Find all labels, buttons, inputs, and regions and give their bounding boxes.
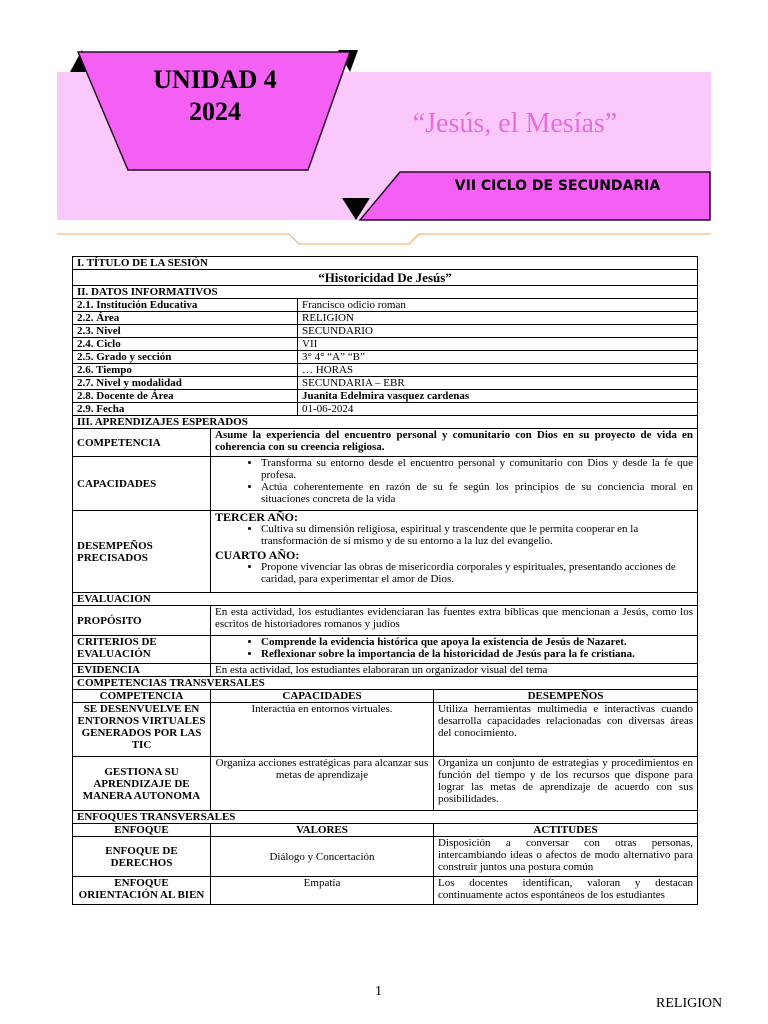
info-row: 2.4. Ciclo VII — [73, 338, 698, 351]
list-item: • Propone vivenciar las obras de misericordia corporales y espirituales, presentando acciones de caridad, para experimentar el amor de Dios. — [261, 561, 693, 585]
section-transversal-label: COMPETENCIAS TRANSVERSALES — [73, 677, 698, 690]
fourth-year-label: CUARTO AÑO: — [215, 548, 300, 562]
page-number: 1 — [375, 984, 382, 999]
info-row: 2.9. Fecha 01-06-2024 — [73, 403, 698, 416]
desempenos-label: DESEMPEÑOS PRECISADOS — [73, 511, 211, 593]
proposito-text: En esta actividad, los estudiantes evidenciaran las fuentes extra bíblicas que mencionan a Jesús, como los escritos de historiadores romanos y judíos — [211, 606, 698, 636]
info-row: 2.3. Nivel SECUNDARIO — [73, 325, 698, 338]
list-item: • Transforma su entorno desde el encuentro personal y comunitario con Dios y desde la fe que profesa. — [261, 457, 693, 481]
unit-heading — [130, 64, 300, 128]
desempenos-cell — [211, 511, 698, 593]
info-row: 2.6. Tiempo … HORAS — [73, 364, 698, 377]
header-divider — [57, 226, 711, 248]
info-row: 2.8. Docente de Área Juanita Edelmira vasquez cardenas — [73, 390, 698, 403]
competencia-label: COMPETENCIA — [73, 429, 211, 457]
info-row: 2.2. Área RELIGION — [73, 312, 698, 325]
competencia-text: Asume la experiencia del encuentro personal y comunitario con Dios en su proyecto de vida en coherencia con su creencia religiosa. — [211, 429, 698, 457]
unit-year: 2024 — [189, 97, 241, 126]
section-title-label: I. TÍTULO DE LA SESIÓN — [73, 257, 698, 270]
criterios-list — [211, 636, 698, 664]
third-year-label: TERCER AÑO: — [215, 510, 299, 524]
proposito-label: PROPÓSITO — [73, 606, 211, 636]
table-row: ENFOQUE DE DERECHOS Diálogo y Concertación Disposición a conversar con otras personas, intercambiando ideas o afectos de modo alternativo para construir juntos una postura común — [73, 837, 698, 877]
section-info-label: II. DATOS INFORMATIVOS — [73, 286, 698, 299]
list-item: • Cultiva su dimensión religiosa, espiritual y trascendente que le permita cooperar en la transformación de sí mismo y de su entorno a la luz del evangelio. — [261, 523, 693, 547]
session-table — [72, 256, 698, 905]
criterios-label: CRITERIOS DE EVALUACIÓN — [73, 636, 211, 664]
list-item: • Reflexionar sobre la importancia de la historicidad de Jesús para la fe cristiana. — [261, 648, 693, 660]
capacidades-label: CAPACIDADES — [73, 457, 211, 511]
section-evaluation-label: EVALUACION — [73, 593, 698, 606]
evidencia-label: EVIDENCIA — [73, 664, 211, 677]
session-title: “Historicidad De Jesús” — [73, 270, 698, 286]
footer-subject: RELIGION — [656, 996, 723, 1011]
approaches-header-row: ENFOQUE VALORES ACTITUDES — [73, 824, 698, 837]
info-row: 2.1. Institución Educativa Francisco odicio roman — [73, 299, 698, 312]
list-item: • Comprende la evidencia histórica que apoya la existencia de Jesús de Nazaret. — [261, 636, 693, 648]
section-learning-label: III. APRENDIZAJES ESPERADOS — [73, 416, 698, 429]
info-row: 2.5. Grado y sección 3° 4° “A” “B” — [73, 351, 698, 364]
list-item: • Actúa coherentemente en razón de su fe según los principios de su conciencia moral en situaciones concreta de la vida — [261, 481, 693, 505]
capacidades-list — [211, 457, 698, 511]
table-row: SE DESENVUELVE EN ENTORNOS VIRTUALES GENERADOS POR LAS TIC Interactúa en entornos virtuales. Utiliza herramientas multimedia e interactivas cuando desarrolla capacidades relacionadas con diversas áreas del conocimiento. — [73, 703, 698, 757]
evidencia-text: En esta actividad, los estudiantes elaboraran un organizador visual del tema — [211, 664, 698, 677]
table-row: GESTIONA SU APRENDIZAJE DE MANERA AUTONOMA Organiza acciones estratégicas para alcanzar sus metas de aprendizaje Organiza un conjunto de estrategias y procedimientos en función del tiempo y de los recursos que dispone para lograr las metas de aprendizaje de acuerdo con sus posibilidades. — [73, 757, 698, 811]
unit-label: UNIDAD 4 — [153, 65, 277, 94]
info-row: 2.7. Nivel y modalidad SECUNDARIA – EBR — [73, 377, 698, 390]
transversal-header-row: COMPETENCIA CAPACIDADES DESEMPEÑOS — [73, 690, 698, 703]
section-approaches-label: ENFOQUES TRANSVERSALES — [73, 811, 698, 824]
cycle-label: VII CICLO DE SECUNDARIA — [454, 178, 661, 194]
unit-subtitle: “Jesús, el Mesías” — [412, 108, 618, 139]
table-row: ENFOQUE ORIENTACIÓN AL BIEN Empatía Los docentes identifican, valoran y destacan continuamente actos espontáneos de los estudiantes — [73, 877, 698, 905]
